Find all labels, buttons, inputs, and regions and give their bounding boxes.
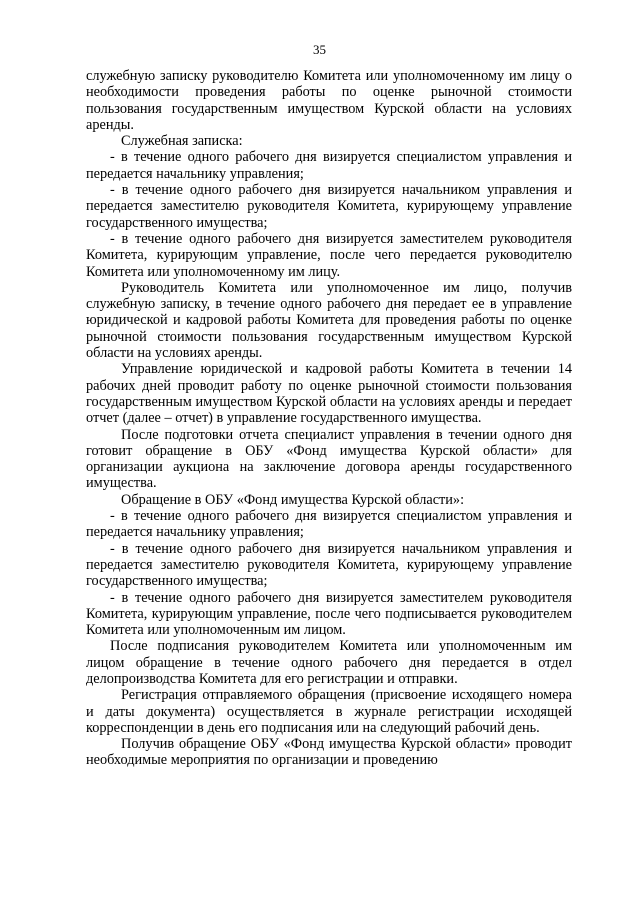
paragraph-15: Получив обращение ОБУ «Фонд имущества Курской области» проводит необходимые мероприятия по организации и проведению: [86, 736, 572, 769]
paragraph-4: - в течение одного рабочего дня визируется начальником управления и передается заместителю руководителя Комитета, курирующему управление государственного имущества;: [86, 182, 572, 231]
paragraph-3: - в течение одного рабочего дня визируется специалистом управления и передается начальнику управления;: [86, 149, 572, 182]
document-body: [86, 68, 572, 769]
paragraph-5: - в течение одного рабочего дня визируется заместителем руководителя Комитета, курирующим управление, после чего передается руководителю Комитета или уполномоченному им лицу.: [86, 230, 572, 280]
paragraph-2: Служебная записка:: [121, 133, 243, 150]
page-number: 35: [313, 42, 326, 57]
paragraph-12: - в течение одного рабочего дня визируется заместителем руководителя Комитета, курирующим управление, после чего подписывается руководителем Комитета или уполномоченным им лицом.: [86, 589, 572, 639]
paragraph-13: После подписания руководителем Комитета или уполномоченным им лицом обращение в течение одного рабочего дня передается в отдел делопроизводства Комитета для его регистрации и отправки.: [86, 638, 572, 687]
paragraph-11: - в течение одного рабочего дня визируется начальником управления и передается заместителю руководителя Комитета, курирующему управление государственного имущества;: [86, 540, 572, 590]
paragraph-8: После подготовки отчета специалист управления в течении одного дня готовит обращение в ОБУ «Фонд имущества Курской области» для организации аукциона на заключение договора аренды государственного имущества.: [86, 426, 572, 492]
paragraph-7: Управление юридической и кадровой работы Комитета в течении 14 рабочих дней проводит работу по оценке рыночной стоимости пользования государственным имуществом Курской области на условиях аренды и передает отчет (далее – отчет) в управление государственного имущества.: [86, 361, 572, 427]
paragraph-6: Руководитель Комитета или уполномоченное им лицо, получив служебную записку, в течение одного рабочего дня передает ее в управление юридической и кадровой работы Комитета для проведения работы по оценке рыночной стоимости пользования государственным имуществом Курской области на условиях аренды.: [86, 279, 572, 362]
paragraph-14: Регистрация отправляемого обращения (присвоение исходящего номера и даты документа) осуществляется в журнале регистрации исходящей корреспонденции в день его подписания или на следующий рабочий день.: [86, 687, 572, 736]
paragraph-9: Обращение в ОБУ «Фонд имущества Курской области»:: [121, 491, 465, 508]
paragraph-10: - в течение одного рабочего дня визируется специалистом управления и передается начальнику управления;: [86, 508, 572, 541]
paragraph-1: служебную записку руководителю Комитета или уполномоченному им лицу о необходимости проведения работы по оценке рыночной стоимости пользования государственным имуществом Курской области на условиях аренды.: [86, 68, 572, 133]
